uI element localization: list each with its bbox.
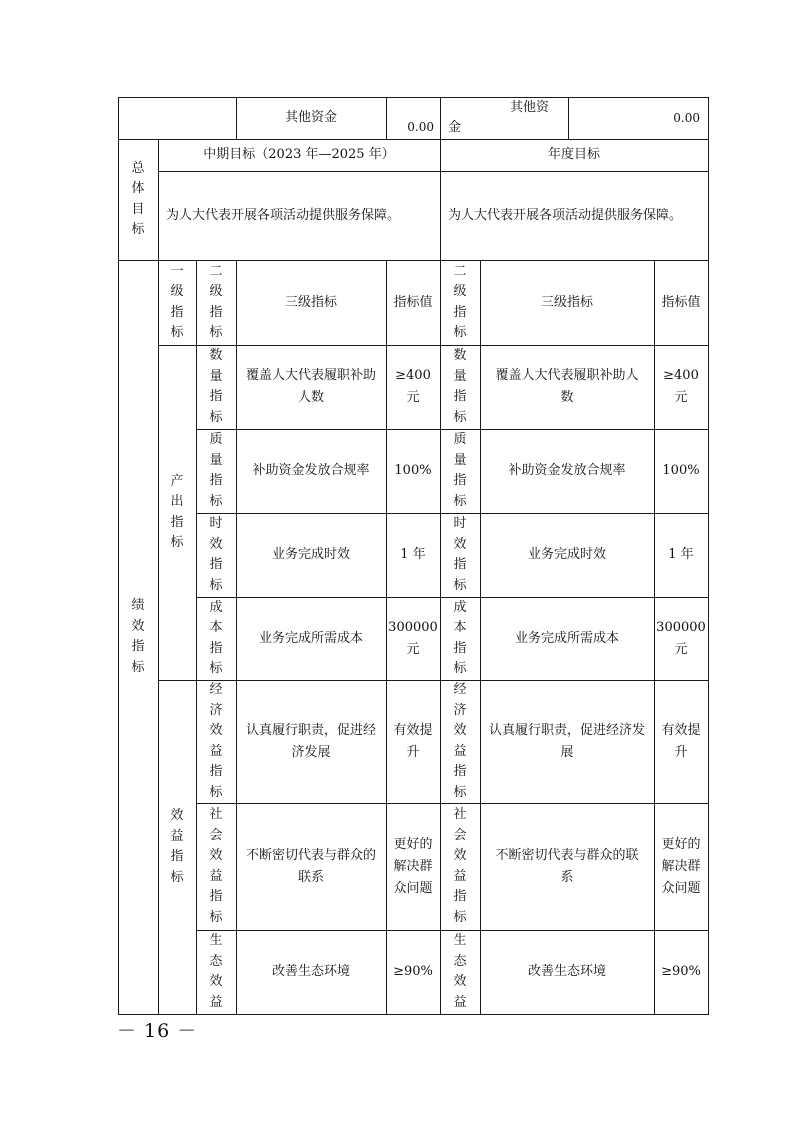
mid-term-goal-text	[158, 171, 440, 260]
value-line: 元	[406, 641, 420, 657]
level2-indicator-year	[440, 345, 480, 429]
indicator-value-mid	[386, 930, 440, 1014]
level2-char: 社	[209, 807, 223, 822]
level3-line: 改善生态环境	[271, 964, 350, 979]
indicator-value-mid	[386, 803, 440, 930]
level2-char: 标	[453, 493, 467, 509]
mid-term-goal-content: 为人大代表开展各项活动提供服务保障。	[166, 207, 401, 223]
header-level3-year-text: 三级指标	[540, 294, 593, 310]
level3-line: 人数	[297, 390, 324, 405]
table-rule-vertical	[708, 97, 709, 1015]
value-line: 众问题	[661, 880, 701, 896]
value-text-mid	[393, 720, 432, 764]
mid-term-header-text: 中期目标（2023 年—2025 年）	[203, 147, 395, 162]
level3-line: 联系	[297, 869, 324, 885]
indicator-value-year	[654, 803, 708, 930]
level2-char: 益	[453, 868, 467, 884]
value-line: 解决群	[661, 858, 701, 874]
annual-goal-text	[440, 171, 708, 260]
value-text-year	[661, 720, 700, 764]
level3-line: 业务完成时效	[271, 547, 350, 562]
level2-indicator-mid	[196, 513, 236, 597]
header-level1	[158, 260, 196, 345]
level3-indicator-mid	[236, 680, 386, 803]
level3-line: 不断密切代表与群众的	[245, 847, 376, 863]
group-output-char: 标	[170, 535, 184, 550]
level2-indicator-mid	[196, 597, 236, 680]
level2-char: 济	[453, 702, 467, 718]
level3-text-mid	[272, 961, 350, 983]
other-funds-value-mid	[386, 97, 440, 139]
level3-text-mid	[252, 460, 369, 482]
performance-indicator-label	[118, 260, 158, 1014]
level2-char: 质	[453, 432, 467, 447]
level3-text-mid	[246, 720, 376, 764]
level3-indicator-year	[480, 930, 654, 1014]
header-value-mid	[386, 260, 440, 345]
level2-char: 指	[209, 764, 223, 779]
header-level2-char: 指	[209, 304, 223, 320]
indicator-value-year	[654, 429, 708, 513]
level2-char: 量	[453, 452, 467, 468]
level3-indicator-year	[480, 803, 654, 930]
level3-line: 改善生态环境	[527, 964, 606, 979]
other-funds-value-year-text: 0.00	[673, 111, 700, 125]
level3-text-mid	[246, 365, 376, 409]
value-line: 1 年	[668, 547, 694, 562]
value-line: 300000	[656, 619, 706, 635]
table-rule-horizontal	[118, 1014, 709, 1015]
group-output-char: 产	[170, 473, 184, 489]
annual-goal-content: 为人大代表开展各项活动提供服务保障。	[448, 207, 683, 223]
level3-line: 认真履行职责，促进经济发	[488, 722, 645, 738]
level2-char: 益	[209, 994, 223, 1010]
level2-indicator-year	[440, 930, 480, 1014]
level2-char: 经	[209, 682, 223, 697]
level2-char: 标	[209, 577, 223, 593]
value-line: 更好的	[393, 836, 433, 852]
level3-line: 认真履行职责，促进经	[245, 722, 376, 738]
perf-label-char: 绩	[131, 598, 145, 613]
level3-text-mid	[272, 544, 350, 566]
level2-indicator-year	[440, 597, 480, 680]
level3-line: 系	[560, 869, 574, 885]
group-output-indicator	[158, 345, 196, 680]
level2-char: 本	[453, 620, 467, 635]
level2-char: 指	[209, 640, 223, 656]
overall-goal-label	[118, 139, 158, 260]
header-level1-char: 一	[170, 263, 184, 279]
level2-indicator-year	[440, 803, 480, 930]
level2-char: 标	[453, 784, 467, 800]
level3-indicator-year	[480, 597, 654, 680]
header-level3-year	[480, 260, 654, 345]
level2-char: 益	[209, 743, 223, 759]
level2-char: 标	[209, 493, 223, 509]
level2-char: 效	[209, 536, 223, 552]
value-text-year	[656, 617, 706, 661]
level3-indicator-year	[480, 680, 654, 803]
value-line: 100%	[662, 463, 700, 478]
value-line: 更好的	[661, 836, 701, 852]
header-level3-mid	[236, 260, 386, 345]
level2-char: 量	[453, 368, 467, 384]
level2-char: 态	[209, 953, 223, 969]
level2-char: 效	[209, 848, 223, 863]
level2-char: 效	[453, 974, 467, 989]
header-level2-char: 二	[209, 263, 223, 279]
level2-char: 指	[453, 889, 467, 904]
value-text-year	[661, 834, 700, 900]
level2-char: 时	[453, 516, 467, 531]
level2-char: 指	[453, 389, 467, 404]
indicator-value-year	[654, 345, 708, 429]
value-text-mid	[388, 617, 438, 661]
level3-text-year	[528, 544, 606, 566]
level2-indicator-mid	[196, 930, 236, 1014]
header-level1-char: 标	[170, 325, 184, 340]
value-line: 有效提	[661, 722, 701, 738]
other-funds-value-mid-text: 0.00	[407, 120, 434, 134]
indicator-value-year	[654, 513, 708, 597]
level2-char: 社	[453, 807, 467, 822]
indicator-value-mid	[386, 513, 440, 597]
other-funds-value-year	[568, 97, 708, 139]
group-output-char: 指	[170, 514, 184, 530]
level3-indicator-mid	[236, 597, 386, 680]
annual-header	[440, 139, 708, 171]
header-value-mid-text: 指标值	[393, 294, 433, 310]
level2-indicator-year	[440, 513, 480, 597]
value-line: ≥90%	[661, 964, 701, 979]
header-level1-char: 指	[170, 304, 184, 320]
level2-indicator-year	[440, 429, 480, 513]
level2-char: 益	[453, 994, 467, 1010]
level2-char: 量	[209, 452, 223, 468]
level2-char: 指	[209, 473, 223, 488]
level2-char: 标	[453, 661, 467, 676]
value-line: 众问题	[393, 880, 433, 896]
indicator-value-mid	[386, 680, 440, 803]
header-value-year	[654, 260, 708, 345]
level3-line: 覆盖人大代表履职补助	[245, 368, 376, 383]
level2-char: 标	[453, 909, 467, 925]
level2-char: 指	[453, 640, 467, 656]
level2-char: 会	[209, 827, 223, 843]
level3-indicator-mid	[236, 930, 386, 1014]
group-benefit-char: 效	[170, 808, 184, 823]
level3-indicator-mid	[236, 429, 386, 513]
level3-line: 补助资金发放合规率	[252, 463, 370, 478]
level2-indicator-mid	[196, 803, 236, 930]
header-level2-char: 级	[209, 284, 223, 299]
value-line: 300000	[388, 619, 438, 635]
level2-char: 经	[453, 682, 467, 697]
other-funds-label-year	[440, 97, 568, 139]
level2-indicator-year	[440, 680, 480, 803]
value-line: 元	[406, 390, 420, 405]
level2-char: 生	[209, 933, 223, 948]
level2-char: 标	[209, 409, 223, 425]
header-level1-char: 级	[170, 284, 184, 299]
group-output-char: 出	[170, 494, 184, 509]
level2-char: 标	[453, 577, 467, 593]
perf-label-char: 标	[131, 659, 145, 675]
level2-char: 时	[209, 516, 223, 531]
value-text-mid	[394, 460, 431, 482]
value-line: 升	[674, 744, 688, 760]
overall-goal-label-char: 体	[131, 181, 145, 196]
group-benefit-char: 益	[170, 828, 184, 844]
level2-char: 数	[209, 348, 223, 363]
value-line: ≥400	[395, 368, 431, 383]
level2-char: 成	[209, 599, 223, 615]
group-benefit-char: 标	[170, 869, 184, 885]
value-line: 1 年	[400, 547, 426, 562]
level2-char: 指	[209, 557, 223, 572]
level2-char: 成	[453, 599, 467, 615]
header-level2-char: 标	[209, 325, 223, 340]
page-number: － 16 －	[117, 1020, 198, 1042]
level3-text-year	[489, 720, 645, 764]
level2-char: 本	[209, 620, 223, 635]
level3-indicator-mid	[236, 345, 386, 429]
level2-indicator-mid	[196, 680, 236, 803]
level2-char: 益	[453, 743, 467, 759]
value-text-mid	[395, 365, 431, 409]
value-text-mid	[400, 544, 425, 566]
level3-line: 覆盖人大代表履职补助人	[495, 368, 639, 383]
value-line: ≥90%	[393, 964, 433, 979]
level2-char: 效	[453, 536, 467, 552]
level2-char: 量	[209, 368, 223, 384]
level2-char: 效	[453, 848, 467, 863]
indicator-value-mid	[386, 345, 440, 429]
level2-char: 标	[453, 409, 467, 425]
level2-char: 态	[453, 953, 467, 969]
other-funds-label-mid	[236, 97, 386, 139]
level2-char: 指	[453, 557, 467, 572]
value-line: 元	[674, 641, 688, 657]
level2-indicator-mid	[196, 429, 236, 513]
level2-char: 数	[453, 348, 467, 363]
level3-text-mid	[259, 628, 363, 650]
level3-line: 济发展	[291, 744, 331, 760]
perf-label-char: 指	[131, 639, 145, 654]
header-level2-mid	[196, 260, 236, 345]
value-line: 100%	[394, 463, 432, 478]
level2-char: 效	[453, 723, 467, 738]
level2-char: 效	[209, 723, 223, 738]
level3-indicator-mid	[236, 803, 386, 930]
value-text-mid	[393, 961, 433, 983]
overall-goal-label-char: 总	[131, 160, 145, 176]
level3-line: 数	[560, 390, 574, 405]
level3-text-mid	[246, 845, 376, 889]
level2-char: 指	[453, 764, 467, 779]
group-benefit-indicator	[158, 680, 196, 1014]
other-funds-label-year-line1: 其他资	[510, 100, 550, 115]
value-line: ≥400	[663, 368, 699, 383]
header-value-year-text: 指标值	[661, 294, 701, 310]
value-text-year	[662, 460, 699, 482]
level2-char: 标	[209, 909, 223, 925]
value-line: 解决群	[393, 858, 433, 874]
header-level2-char: 指	[453, 304, 467, 320]
value-text-year	[668, 544, 693, 566]
level3-line: 展	[560, 744, 574, 760]
level3-line: 业务完成所需成本	[258, 630, 363, 646]
indicator-value-mid	[386, 597, 440, 680]
indicator-value-year	[654, 597, 708, 680]
header-level3-mid-text: 三级指标	[284, 294, 337, 310]
other-funds-label-mid-text: 其他资金	[284, 110, 337, 125]
annual-header-text: 年度目标	[547, 147, 600, 162]
level2-char: 标	[209, 784, 223, 800]
level3-indicator-year	[480, 429, 654, 513]
header-level2-char: 二	[453, 263, 467, 279]
level3-text-year	[495, 365, 638, 409]
perf-label-char: 效	[131, 618, 145, 634]
level2-char: 效	[209, 974, 223, 989]
level2-char: 济	[209, 702, 223, 718]
level3-line: 不断密切代表与群众的联	[495, 847, 639, 863]
mid-term-header	[158, 139, 440, 171]
header-level2-char: 标	[453, 325, 467, 340]
level2-char: 指	[209, 389, 223, 404]
indicator-value-year	[654, 680, 708, 803]
level3-line: 业务完成所需成本	[514, 630, 619, 646]
indicator-value-mid	[386, 429, 440, 513]
value-text-year	[663, 365, 699, 409]
level2-char: 指	[209, 889, 223, 904]
level2-char: 指	[453, 473, 467, 488]
header-level2-char: 级	[453, 284, 467, 299]
overall-goal-label-char: 标	[131, 222, 145, 237]
level2-char: 益	[209, 868, 223, 884]
level3-line: 业务完成时效	[527, 547, 606, 562]
level3-text-year	[528, 961, 606, 983]
group-benefit-char: 指	[170, 849, 184, 864]
level3-text-year	[495, 845, 638, 889]
level3-line: 补助资金发放合规率	[508, 463, 626, 478]
indicator-value-year	[654, 930, 708, 1014]
value-line: 有效提	[393, 722, 433, 738]
overall-goal-label-char: 目	[131, 201, 145, 217]
level3-text-year	[515, 628, 619, 650]
level3-indicator-year	[480, 345, 654, 429]
value-text-mid	[393, 834, 432, 900]
value-text-year	[661, 961, 701, 983]
level2-char: 会	[453, 827, 467, 843]
level3-indicator-year	[480, 513, 654, 597]
value-line: 元	[674, 390, 688, 405]
header-level2-year	[440, 260, 480, 345]
level3-text-year	[508, 460, 625, 482]
level3-indicator-mid	[236, 513, 386, 597]
level2-char: 生	[453, 933, 467, 948]
level2-indicator-mid	[196, 345, 236, 429]
other-funds-label-year-line2: 金	[448, 120, 462, 135]
value-line: 升	[406, 744, 420, 760]
level2-char: 质	[209, 432, 223, 447]
level2-char: 标	[209, 661, 223, 676]
